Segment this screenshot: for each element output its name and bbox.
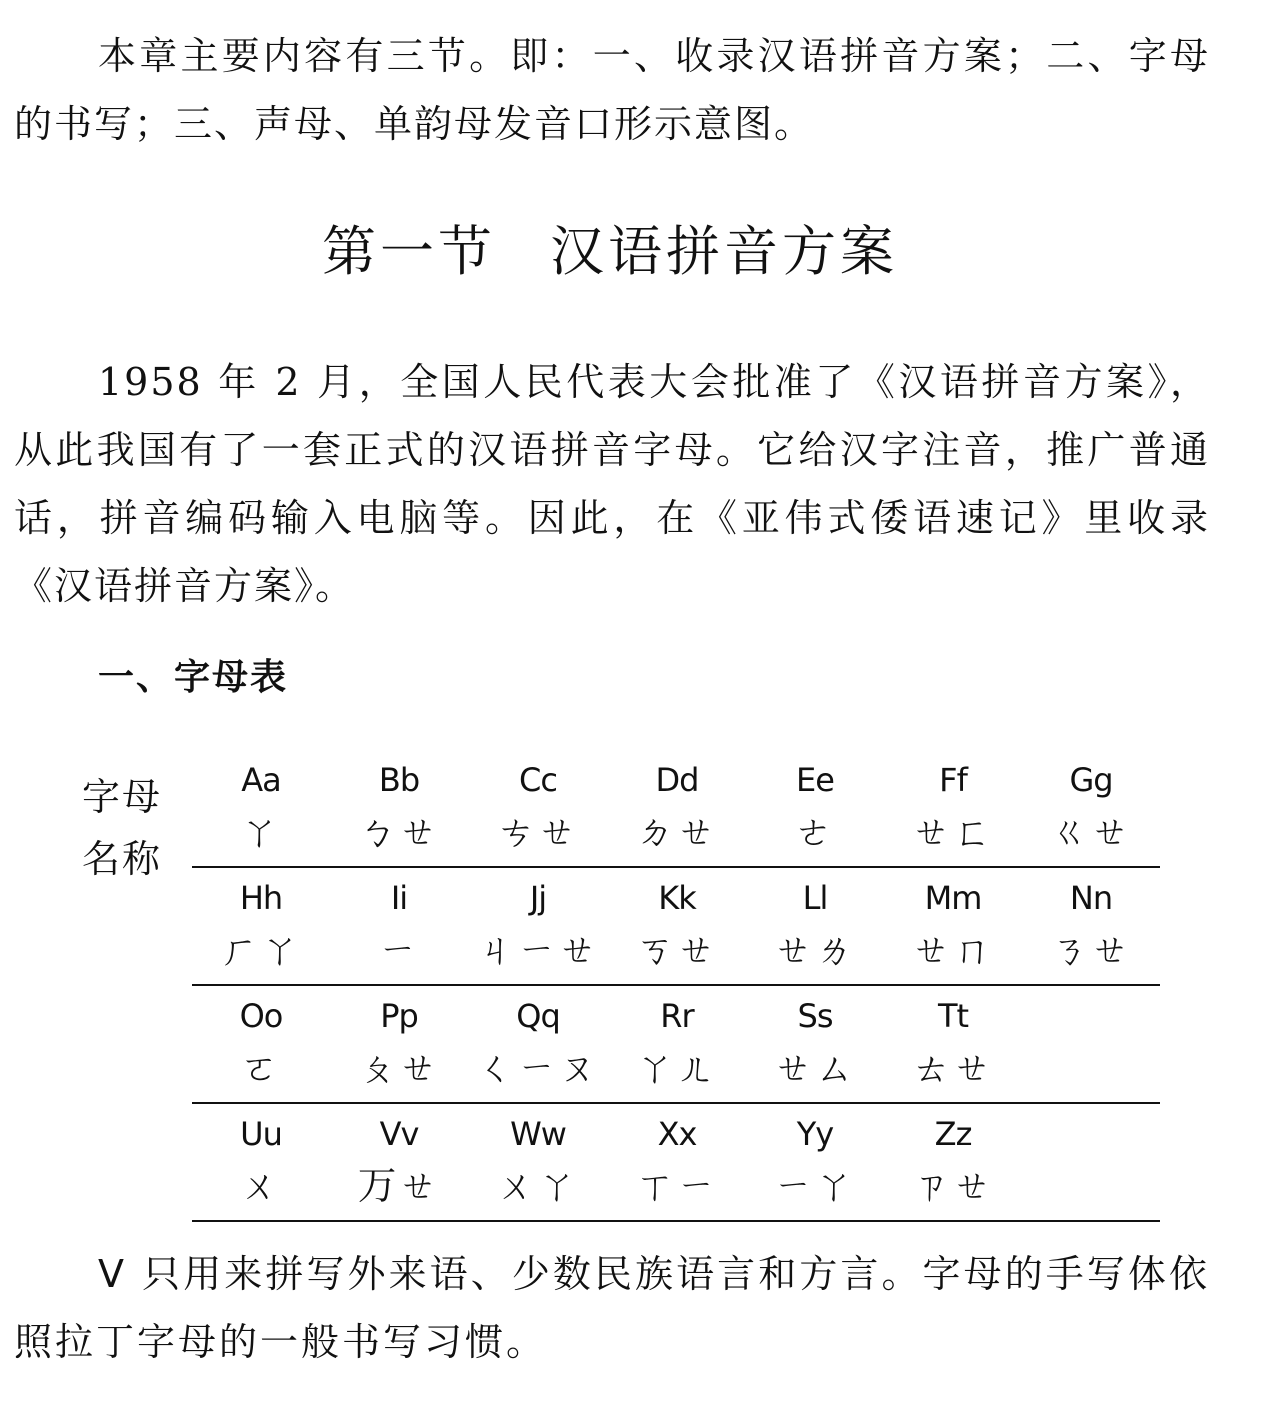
intro-paragraph: 本章主要内容有三节。即：一、收录汉语拼音方案；二、字母的书写；三、声母、单韵母发音口形示意图。 — [14, 34, 1210, 146]
letter-cell — [608, 1106, 746, 1218]
letter-pair: Pp — [380, 997, 418, 1035]
letter-name-zhuyin: ㄚㄦ — [635, 1046, 718, 1090]
letter-cell — [330, 752, 468, 864]
letter-pair: Ff — [939, 761, 967, 799]
letter-cell — [330, 870, 468, 982]
letter-name-zhuyin: ㄨ — [240, 1164, 282, 1208]
letter-name-zhuyin: ㄗㄝ — [911, 1164, 994, 1208]
letter-cell — [608, 988, 746, 1100]
letter-pair: Bb — [378, 761, 420, 799]
table-row-labels — [82, 766, 162, 890]
letter-cell — [469, 988, 607, 1100]
letter-pair: Gg — [1069, 761, 1113, 799]
letters-label: 字母 — [82, 775, 163, 819]
section-number: 第一节 — [322, 220, 496, 283]
letter-cell — [746, 988, 884, 1100]
letter-name-zhuyin: ㄝㄌ — [773, 928, 856, 972]
letter-name-zhuyin: ㄆㄝ — [357, 1046, 440, 1090]
table-row — [192, 870, 1160, 986]
letter-pair: Nn — [1069, 879, 1113, 917]
letter-name-zhuyin: ㄪㄝ — [357, 1164, 440, 1208]
letter-pair: Ee — [796, 761, 834, 799]
letter-name-zhuyin: ㄨㄚ — [496, 1164, 579, 1208]
letter-cell — [884, 988, 1022, 1100]
letter-name-zhuyin: ㄘㄝ — [496, 810, 579, 854]
letter-pair: Hh — [239, 879, 283, 917]
letter-cell — [746, 752, 884, 864]
letter-name-zhuyin: ㄑㄧㄡ — [476, 1046, 600, 1090]
letter-cell — [1022, 752, 1160, 864]
letter-cell — [192, 988, 330, 1100]
note-paragraph: V 只用来拼写外来语、少数民族语言和方言。字母的手写体依照拉丁字母的一般书写习惯。 — [14, 1252, 1210, 1364]
letter-name-zhuyin: ㄧ — [378, 928, 420, 972]
letter-pair: Ss — [797, 997, 833, 1035]
letter-pair: Ll — [802, 879, 828, 917]
table-row — [192, 988, 1160, 1104]
letter-pair: Aa — [241, 761, 281, 799]
letter-pair: Jj — [529, 879, 547, 917]
letter-pair: Mm — [924, 879, 982, 917]
letter-name-zhuyin: ㄊㄝ — [911, 1046, 994, 1090]
alphabet-subheading: 一、字母表 — [98, 657, 289, 698]
letter-cell — [330, 1106, 468, 1218]
letter-pair: Kk — [658, 879, 696, 917]
letter-name-zhuyin: ㄍㄝ — [1049, 810, 1132, 854]
letter-name-zhuyin: ㄚ — [240, 810, 282, 854]
letter-cell — [746, 870, 884, 982]
letter-cell — [192, 1106, 330, 1218]
letter-name-zhuyin: ㄛ — [240, 1046, 282, 1090]
letter-cell — [330, 988, 468, 1100]
table-row — [192, 1106, 1160, 1222]
alphabet-table — [192, 752, 1160, 1222]
letter-cell — [469, 870, 607, 982]
letter-cell — [608, 752, 746, 864]
letter-pair: Tt — [937, 997, 969, 1035]
letter-pair: Dd — [655, 761, 699, 799]
letter-name-zhuyin: ㄒㄧ — [635, 1164, 718, 1208]
letter-name-zhuyin: ㄜ — [794, 810, 836, 854]
letter-cell — [746, 1106, 884, 1218]
letter-name-zhuyin: ㄏㄚ — [219, 928, 302, 972]
letter-name-zhuyin: ㄉㄝ — [635, 810, 718, 854]
table-row — [192, 752, 1160, 868]
letter-cell — [192, 870, 330, 982]
letter-cell — [1022, 870, 1160, 982]
letter-cell — [884, 870, 1022, 982]
names-label: 名称 — [82, 837, 163, 881]
letter-cell — [469, 1106, 607, 1218]
body-paragraph: 1958 年 2 月，全国人民代表大会批准了《汉语拼音方案》，从此我国有了一套正式的汉语拼音字母。它给汉字注音，推广普通话，拼音编码输入电脑等。因此，在《亚伟式倭语速记》里收录《汉语拼音方案》。 — [14, 360, 1210, 608]
letter-name-zhuyin: ㄎㄝ — [635, 928, 718, 972]
letter-name-zhuyin: ㄅㄝ — [357, 810, 440, 854]
letter-pair: Vv — [379, 1115, 419, 1153]
letter-cell — [192, 752, 330, 864]
letter-pair: Cc — [519, 761, 557, 799]
letter-pair: Zz — [934, 1115, 972, 1153]
letter-pair: Rr — [660, 997, 694, 1035]
letter-cell — [884, 752, 1022, 864]
letter-name-zhuyin: ㄧㄚ — [773, 1164, 856, 1208]
letter-pair: Ww — [510, 1115, 566, 1153]
letter-name-zhuyin: ㄝㄇ — [911, 928, 994, 972]
letter-pair: Xx — [657, 1115, 697, 1153]
letter-pair: Oo — [239, 997, 283, 1035]
letter-name-zhuyin: ㄝㄙ — [773, 1046, 856, 1090]
letter-cell — [469, 752, 607, 864]
letter-cell — [884, 1106, 1022, 1218]
section-title — [0, 212, 1220, 292]
section-name: 汉语拼音方案 — [550, 220, 898, 283]
letter-cell — [608, 870, 746, 982]
letter-pair: Uu — [240, 1115, 282, 1153]
letter-pair: Qq — [516, 997, 560, 1035]
letter-name-zhuyin: ㄝㄈ — [911, 810, 994, 854]
letter-pair: Yy — [796, 1115, 834, 1153]
letter-name-zhuyin: ㄋㄝ — [1049, 928, 1132, 972]
letter-name-zhuyin: ㄐㄧㄝ — [476, 928, 600, 972]
letter-pair: Ii — [390, 879, 408, 917]
